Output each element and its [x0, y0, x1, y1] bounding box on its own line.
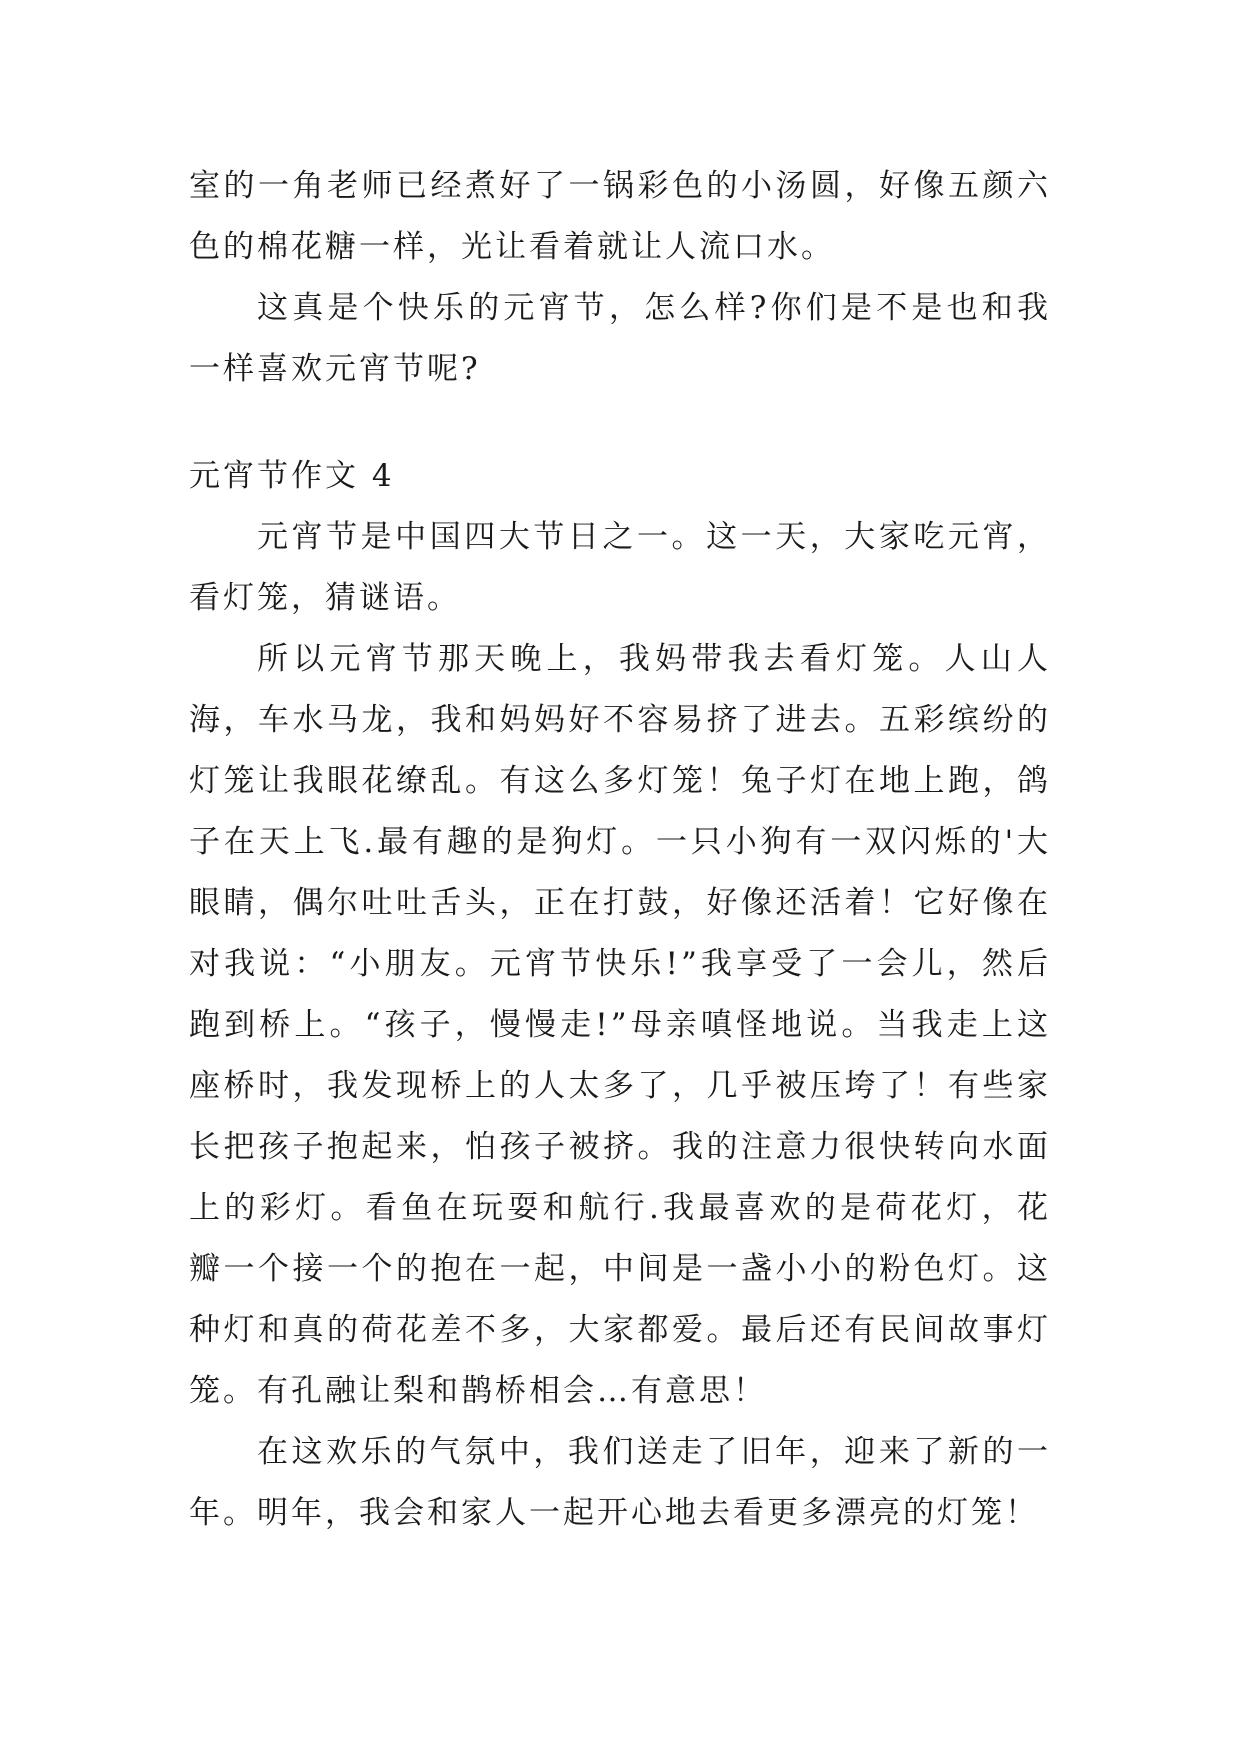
essay-paragraph-2: 所以元宵节那天晚上，我妈带我去看灯笼。人山人海，车水马龙，我和妈妈好不容易挤了进去。五彩缤纷的灯笼让我眼花缭乱。有这么多灯笼！兔子灯在地上跑，鸽子在天上飞.最有趣的是狗灯。一只小狗有一双闪烁的'大眼睛，偶尔吐吐舌头，正在打鼓，好像还活着！它好像在对我说：“小朋友。元宵节快乐!”我享受了一会儿，然后跑到桥上。“孩子，慢慢走!”母亲嗔怪地说。当我走上这座桥时，我发现桥上的人太多了，几乎被压垮了！有些家长把孩子抱起来，怕孩子被挤。我的注意力很快转向水面上的彩灯。看鱼在玩耍和航行.我最喜欢的是荷花灯，花瓣一个接一个的抱在一起，中间是一盏小小的粉色灯。这种灯和真的荷花差不多，大家都爱。最后还有民间故事灯笼。有孔融让梨和鹊桥相会…有意思！	[189, 641, 1051, 1409]
essay-title: 元宵节作文 4	[189, 458, 395, 494]
intro-text-block	[189, 156, 1051, 400]
essay-paragraph-1: 元宵节是中国四大节日之一。这一天，大家吃元宵，看灯笼，猜谜语。	[189, 519, 1051, 616]
essay-section	[189, 446, 1051, 1544]
paragraph-continued: 室的一角老师已经煮好了一锅彩色的小汤圆，好像五颜六色的棉花糖一样，光让看着就让人流口水。	[189, 168, 1051, 265]
paragraph-closing: 这真是个快乐的元宵节，怎么样?你们是不是也和我一样喜欢元宵节呢?	[189, 290, 1051, 387]
essay-paragraph-3: 在这欢乐的气氛中，我们送走了旧年，迎来了新的一年。明年，我会和家人一起开心地去看更多漂亮的灯笼！	[189, 1434, 1051, 1531]
